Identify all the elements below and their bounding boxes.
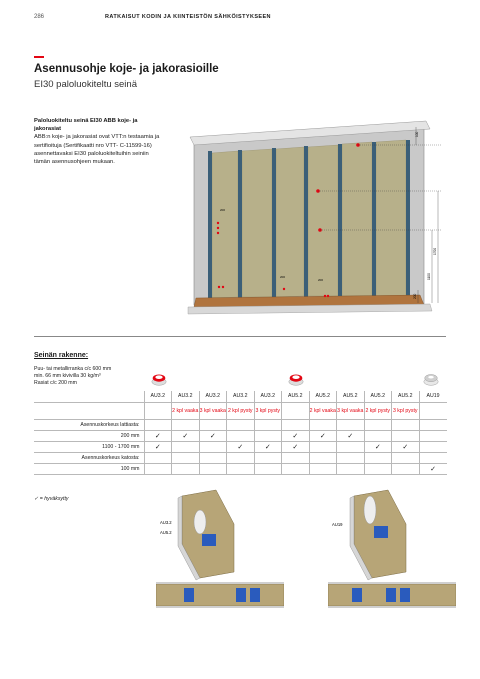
check-mark: ✓ (237, 443, 244, 451)
table-cell (364, 430, 392, 441)
check-mark: ✓ (319, 432, 326, 440)
table-orientation-cell (364, 402, 392, 419)
check-mark: ✓ (402, 443, 409, 451)
table-model-header: AU5.2 (309, 391, 337, 402)
spec-table (34, 391, 447, 475)
table-model-header: AU5.2 (392, 391, 420, 402)
table-cell (364, 463, 392, 474)
approved-check-icon (227, 441, 255, 452)
table-model-header: AU3.2 (144, 391, 172, 402)
check-mark: ✓ (182, 432, 189, 440)
check-mark: ✓ (264, 443, 271, 451)
table-cell (337, 441, 365, 452)
table-cell (419, 430, 447, 441)
au19-box-icon (422, 370, 440, 388)
dim-bottom-label: 200 (413, 293, 417, 299)
section-divider (34, 336, 446, 337)
intro-body: ABB:n koje- ja jakorasiat ovat VTT:n testaamia ja sertifioituja (Sertifikaatti nro VTT- C-11599-16) asennettavaksi EI30 paloluokiteltuihin seiniin tämän asennusohjeen mukaan. (34, 134, 160, 166)
check-mark: ✓ (347, 432, 354, 440)
intro-heading-line2: jakorasiat (34, 126, 62, 133)
table-row-label: 1100 - 1700 mm (34, 441, 144, 452)
table-cell (172, 419, 200, 430)
table-orientation-cell (254, 402, 282, 419)
table-cell (419, 441, 447, 452)
table-orientation-cell (309, 402, 337, 419)
table-cell (227, 419, 255, 430)
detail-left-label-au3: AU3.2 (160, 520, 172, 525)
table-orientation-cell (172, 402, 200, 419)
approved-check-icon (364, 441, 392, 452)
table-cell (309, 452, 337, 463)
dim-lower-label: 1100 (427, 273, 431, 280)
table-row-label: Asennuskorkeus lattiasta: (34, 419, 144, 430)
table-model-header: AU3.2 (227, 391, 255, 402)
table-model-header: AU3.2 (254, 391, 282, 402)
spec-line-3: Rasiat c/c 200 mm (34, 379, 77, 386)
table-cell (419, 419, 447, 430)
spec-line-2: min. 66 mm kivivilla 30 kg/m³ (34, 372, 101, 379)
dim-box-a-label: 200 (280, 275, 286, 279)
table-model-header: AU3.2 (199, 391, 227, 402)
detail-a-box (202, 534, 216, 546)
approved-check-icon (254, 441, 282, 452)
approved-check-icon (144, 430, 172, 441)
dim-middle-label: 1700 (433, 247, 437, 255)
table-cell (309, 419, 337, 430)
table-cell (392, 463, 420, 474)
table-row (34, 463, 447, 474)
table-cell (282, 463, 310, 474)
intro-text (34, 117, 162, 166)
table-cell (364, 452, 392, 463)
legend-check-icon: ✓ (34, 496, 39, 502)
table-row (34, 430, 447, 441)
check-mark: ✓ (154, 432, 161, 440)
orientation-text: 3 kpl vaaka (337, 407, 364, 414)
table-orientation-row (34, 402, 447, 419)
legend-text: = hyväksytty (38, 496, 69, 502)
detail-a-section (156, 584, 284, 606)
table-row-label: Asennuskorkeus katosta: (34, 452, 144, 463)
installation-detail-au3-au5 (156, 488, 284, 610)
table-model-header: AU3.2 (172, 391, 200, 402)
table-cell (227, 463, 255, 474)
page-number: 286 (34, 14, 45, 20)
table-orientation-cell (227, 402, 255, 419)
table-cell (364, 419, 392, 430)
table-cell (199, 419, 227, 430)
check-mark: ✓ (292, 432, 299, 440)
running-header: RATKAISUT KODIN JA KIINTEISTÖN SÄHKÖISTYKSEEN (105, 14, 271, 20)
detail-a-box-ring (194, 510, 206, 534)
table-cell (172, 452, 200, 463)
table-cell (172, 441, 200, 452)
orientation-text: 3 kpl pysty (392, 407, 418, 414)
table-cell (309, 463, 337, 474)
check-mark: ✓ (430, 465, 436, 473)
table-cell (144, 419, 172, 430)
table-cell (254, 419, 282, 430)
approved-check-icon (282, 441, 310, 452)
accent-bar (34, 56, 44, 58)
table-cell (337, 419, 365, 430)
table-cell (227, 430, 255, 441)
table-orientation-cell (419, 402, 447, 419)
table-cell (199, 441, 227, 452)
table-cell (227, 452, 255, 463)
table-cell (392, 452, 420, 463)
wall-structure-spec (34, 366, 149, 386)
detail-a-section-board-bottom (156, 606, 284, 608)
detail-b-box (374, 526, 388, 538)
au3-box-icon (150, 370, 168, 388)
table-row (34, 441, 447, 452)
table-model-header: AU5.2 (282, 391, 310, 402)
table-cell (282, 452, 310, 463)
table-cell (392, 419, 420, 430)
table-orientation-cell (337, 402, 365, 419)
check-mark: ✓ (292, 443, 299, 451)
table-header-row (34, 391, 447, 402)
table-row-label: 200 mm (34, 430, 144, 441)
detail-b-section-board (328, 582, 456, 584)
detail-right-label-au19: AU19 (332, 522, 343, 527)
approved-check-icon (392, 441, 420, 452)
intro-heading (34, 117, 162, 133)
orientation-text: 3 kpl pysty (255, 407, 280, 414)
approved-check-icon (199, 430, 227, 441)
detail-left-label-au5: AU5.2 (160, 530, 172, 535)
table-cell (392, 430, 420, 441)
orientation-text: 2 kpl pysty (227, 407, 253, 414)
approved-check-icon (172, 430, 200, 441)
approved-check-icon (309, 430, 337, 441)
table-row-label: 100 mm (34, 463, 144, 474)
dim-box-b-label: 200 (318, 278, 324, 282)
table-cell (337, 463, 365, 474)
table-cell (144, 452, 172, 463)
table-orientation-empty (34, 402, 144, 419)
dim-stud-label: 200 (220, 208, 226, 212)
detail-a-section-board (156, 582, 284, 584)
wall-structure-title: Seinän rakenne: (34, 352, 89, 359)
orientation-text: 2 kpl pysty (365, 407, 390, 414)
legend (34, 496, 69, 502)
table-cell (337, 452, 365, 463)
approved-check-icon (282, 430, 310, 441)
approved-check-icon (337, 430, 365, 441)
table-cell (199, 452, 227, 463)
intro-heading-line1: Paloluokiteltu seinä EI30 ABB koje- ja (34, 118, 138, 124)
page-subtitle: EI30 paloluokiteltu seinä (34, 79, 137, 90)
table-model-header: AU5.2 (364, 391, 392, 402)
detail-b-box-ring (364, 496, 376, 524)
table-orientation-cell (282, 402, 310, 419)
check-mark: ✓ (209, 432, 216, 440)
dim-top-label: 100 (415, 131, 419, 137)
table-cell (199, 463, 227, 474)
table-orientation-cell (392, 402, 420, 419)
orientation-text: 3 kpl vaaka (199, 407, 226, 414)
table-cell (254, 463, 282, 474)
orientation-text: 2 kpl vaaka (172, 407, 199, 414)
table-header-empty (34, 391, 144, 402)
page-title: Asennusohje koje- ja jakorasioille (34, 63, 219, 75)
table-cell (144, 463, 172, 474)
table-cell (254, 452, 282, 463)
table-cell (254, 430, 282, 441)
check-mark: ✓ (374, 443, 381, 451)
table-model-header: AU5.2 (337, 391, 365, 402)
table-orientation-cell (144, 402, 172, 419)
approved-check-icon (144, 441, 172, 452)
table-cell (282, 419, 310, 430)
spec-line-1: Puu- tai metallirranka c/c 600 mm (34, 366, 112, 372)
table-row (34, 419, 447, 430)
au5-box-icon (287, 370, 305, 388)
orientation-text: 2 kpl vaaka (309, 407, 336, 414)
table-model-header: AU19 (419, 391, 447, 402)
table-orientation-cell (199, 402, 227, 419)
check-mark: ✓ (154, 443, 161, 451)
installation-detail-au19 (328, 488, 456, 610)
wall-illustration (180, 115, 450, 325)
approved-check-icon (419, 463, 447, 474)
table-cell (309, 441, 337, 452)
table-cell (419, 452, 447, 463)
table-row (34, 452, 447, 463)
table-cell (172, 463, 200, 474)
detail-b-section-board-bottom (328, 606, 456, 608)
